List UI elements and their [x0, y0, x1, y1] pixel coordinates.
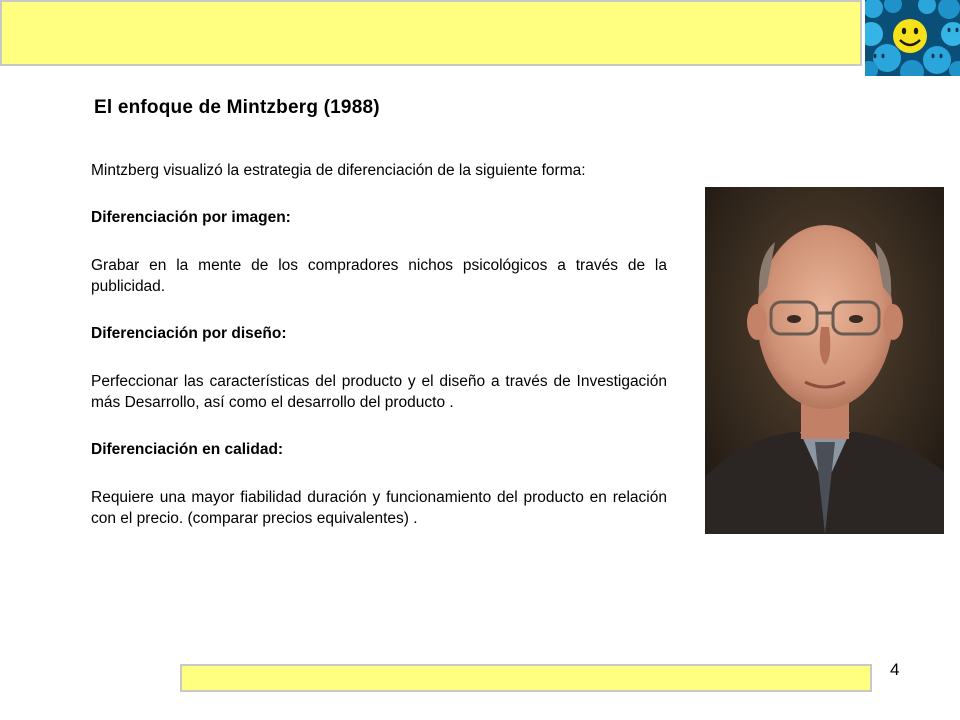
top-banner	[0, 0, 862, 66]
portrait-icon	[705, 187, 944, 534]
slide-title: El enfoque de Mintzberg (1988)	[94, 97, 380, 118]
page-number: 4	[890, 660, 900, 679]
section-body-calidad: Requiere una mayor fiabilidad duración y funcionamiento del producto en relación con el precio. (comparar precios equivalentes) .	[91, 489, 667, 527]
section-heading-diseno: Diferenciación por diseño:	[91, 325, 287, 342]
smiley-balls-image	[865, 0, 960, 76]
section-heading-calidad: Diferenciación en calidad:	[91, 441, 284, 458]
bottom-banner	[180, 664, 872, 692]
slide-content	[91, 160, 667, 555]
intro-text: Mintzberg visualizó la estrategia de diferenciación de la siguiente forma:	[91, 162, 586, 179]
section-body-imagen: Grabar en la mente de los compradores nichos psicológicos a través de la publicidad.	[91, 257, 667, 295]
mintzberg-portrait	[705, 187, 944, 534]
section-body-diseno: Perfeccionar las características del producto y el diseño a través de Investigación más Desarrollo, así como el desarrollo del producto .	[91, 373, 667, 411]
smiley-balls-icon	[865, 0, 960, 76]
section-heading-imagen: Diferenciación por imagen:	[91, 209, 291, 226]
